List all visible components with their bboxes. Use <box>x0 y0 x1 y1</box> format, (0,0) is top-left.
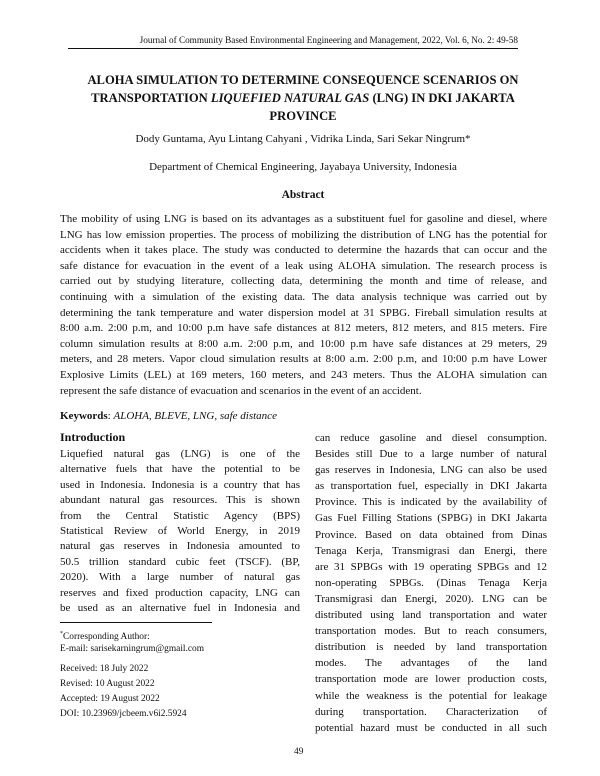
text-line: represent the safe distance of evacuation and scenarios in the event of an accident. <box>60 384 422 397</box>
text-line: meters, and 28 meters. Vapor cloud simulation results at 8:00 a.m. 2:00 p.m, and 10:00 p.m have Lower <box>60 353 547 366</box>
text-line: distributed using land transportation and water <box>315 609 547 622</box>
text-line: as transportation fuel, especially in DKI Jakarta <box>315 480 547 493</box>
title-text: TRANSPORTATION <box>91 91 211 105</box>
text-line: reserves and fixed production capacity, LNG can <box>60 586 300 599</box>
text-line: can reduce gasoline and diesel consumption. <box>315 432 547 444</box>
text-line: distribution is needed by land transportation <box>315 641 547 654</box>
running-header: Journal of Community Based Environmental Engineering and Management, 2022, Vol. 6, No. 2: 49-58 <box>139 35 518 45</box>
text-line: safe distance for evacuation in the event of a leak using ALOHA simulation. The research process is <box>60 259 547 272</box>
title-italic: LIQUEFIED NATURAL GAS <box>210 91 370 105</box>
text-line: Gas Fuel Filling Stations (SPBG) in DKI Jakarta <box>315 512 547 525</box>
introduction-heading: Introduction <box>60 430 126 444</box>
right-column <box>315 430 547 736</box>
text-line: The mobility of using LNG is based on its advantages as a substituent fuel for gasoline and diesel, where <box>60 213 547 225</box>
text-line: potential hazard must be conducted in all such <box>315 721 547 734</box>
text-line: Liquefied natural gas (LNG) is one of the <box>60 448 300 460</box>
text-line: LNG has low emission properties. The process of mobilizing the distribution of LNG has the potential for <box>60 228 547 241</box>
text-line: from the Central Statistic Agency (BPS) <box>60 509 300 522</box>
text-line: gas reserves in Indonesia, LNG can also be used <box>315 464 547 477</box>
authors: Dody Guntama, Ayu Lintang Cahyani , Vidrika Linda, Sari Sekar Ningrum* <box>135 133 471 145</box>
keywords-label: Keywords <box>60 410 108 422</box>
keywords-sep: : <box>107 410 114 422</box>
text-line: while the weakness is the potential for leakage <box>315 689 547 702</box>
title-line: PROVINCE <box>269 109 337 123</box>
text-line: during transportation. Characterization of <box>315 705 547 718</box>
header-rule <box>68 48 518 49</box>
text-line: 8:00 a.m. 2:00 p.m, and 10:00 p.m have safe distances at 812 meters, 812 meters, and 815 meters. Fire <box>60 322 547 335</box>
footnote-text: Corresponding Author: <box>63 632 150 643</box>
footnote-mark: * <box>60 631 63 637</box>
title-line: ALOHA SIMULATION TO DETERMINE CONSEQUENCE SCENARIOS ON <box>87 73 519 87</box>
accepted-date: Accepted: 19 August 2022 <box>60 694 160 704</box>
text-line: Province. This is indicated by the availability of <box>315 496 547 509</box>
paper-title <box>60 71 546 125</box>
text-line: alternative fuels that have the potential to be <box>60 463 300 476</box>
left-column <box>60 447 300 616</box>
text-line: Explosive Limits (LEL) at 169 meters, 160 meters, and 243 meters. Thus the ALOHA simulation can <box>60 368 547 381</box>
text-line: modes. The advantages of the land <box>315 657 547 670</box>
abstract-body <box>60 212 547 399</box>
text-line: are 31 SPBGs with 19 operating SPBGs and 12 <box>315 560 547 573</box>
text-line: Transmigrasi dan Energi, 2020). LNG can be <box>315 592 547 605</box>
text-line: column simulation results at 8:00 a.m. 2:00 p.m, and 10:00 p.m have safe distances at 29 meters, 29 <box>60 337 547 350</box>
text-line: 50.5 trillion standard cubic feet (TSCF). (BP, <box>60 555 300 568</box>
text-line: determining the tank temperature and water dispersion model at 31 SPBG. Fireball simulation results at <box>60 306 547 319</box>
text-line: be used as an alternative fuel in Indonesia and <box>60 601 300 614</box>
keywords <box>60 409 277 423</box>
text-line: continuing with a simulation of the existing data. The data analysis technique was carried out by <box>60 290 547 303</box>
title-line <box>60 89 546 107</box>
keywords-values: ALOHA, BLEVE, LNG, safe distance <box>113 410 277 422</box>
text-line: used in Indonesia. Indonesia is a country that has <box>60 478 300 491</box>
revised-date: Revised: 10 August 2022 <box>60 679 155 689</box>
text-line: 2020). With a large number of natural gas <box>60 571 300 584</box>
text-line: Besides still Due to a large number of natural <box>315 448 547 461</box>
abstract-heading: Abstract <box>281 189 325 201</box>
text-line: transportation modes. But to reach consumers, <box>315 625 547 638</box>
text-line: non-operating SPBGs. (Dinas Tenaga Kerja <box>315 576 547 589</box>
text-line: Statistical Review of World Energy, in 2019 <box>60 524 300 537</box>
text-line: Tenaga Kerja, Transmigrasi dan Energi, there <box>315 544 547 557</box>
page-number: 49 <box>294 747 304 757</box>
doi: DOI: 10.23969/jcbeem.v6i2.5924 <box>60 709 187 719</box>
text-line: transportation mode are lower production costs, <box>315 673 547 686</box>
text-line: abundant natural gas resources. This is shown <box>60 494 300 507</box>
text-line: Province. Based on data obtained from Dinas <box>315 528 547 541</box>
text-line: carried out by studying literature, collecting data, determining the month and time of release, and <box>60 275 547 288</box>
title-text: (LNG) IN DKI JAKARTA <box>369 91 515 105</box>
received-date: Received: 18 July 2022 <box>60 664 149 674</box>
affiliation: Department of Chemical Engineering, Jayabaya University, Indonesia <box>149 161 457 173</box>
text-line: accidents when it takes place. The study was conducted to determine the hazards that can occur and the <box>60 244 547 257</box>
footnote-email: E-mail: sarisekarningrum@gmail.com <box>60 644 205 654</box>
footnote-rule <box>60 622 212 623</box>
text-line: natural gas reserves in Indonesia amounted to <box>60 540 300 553</box>
